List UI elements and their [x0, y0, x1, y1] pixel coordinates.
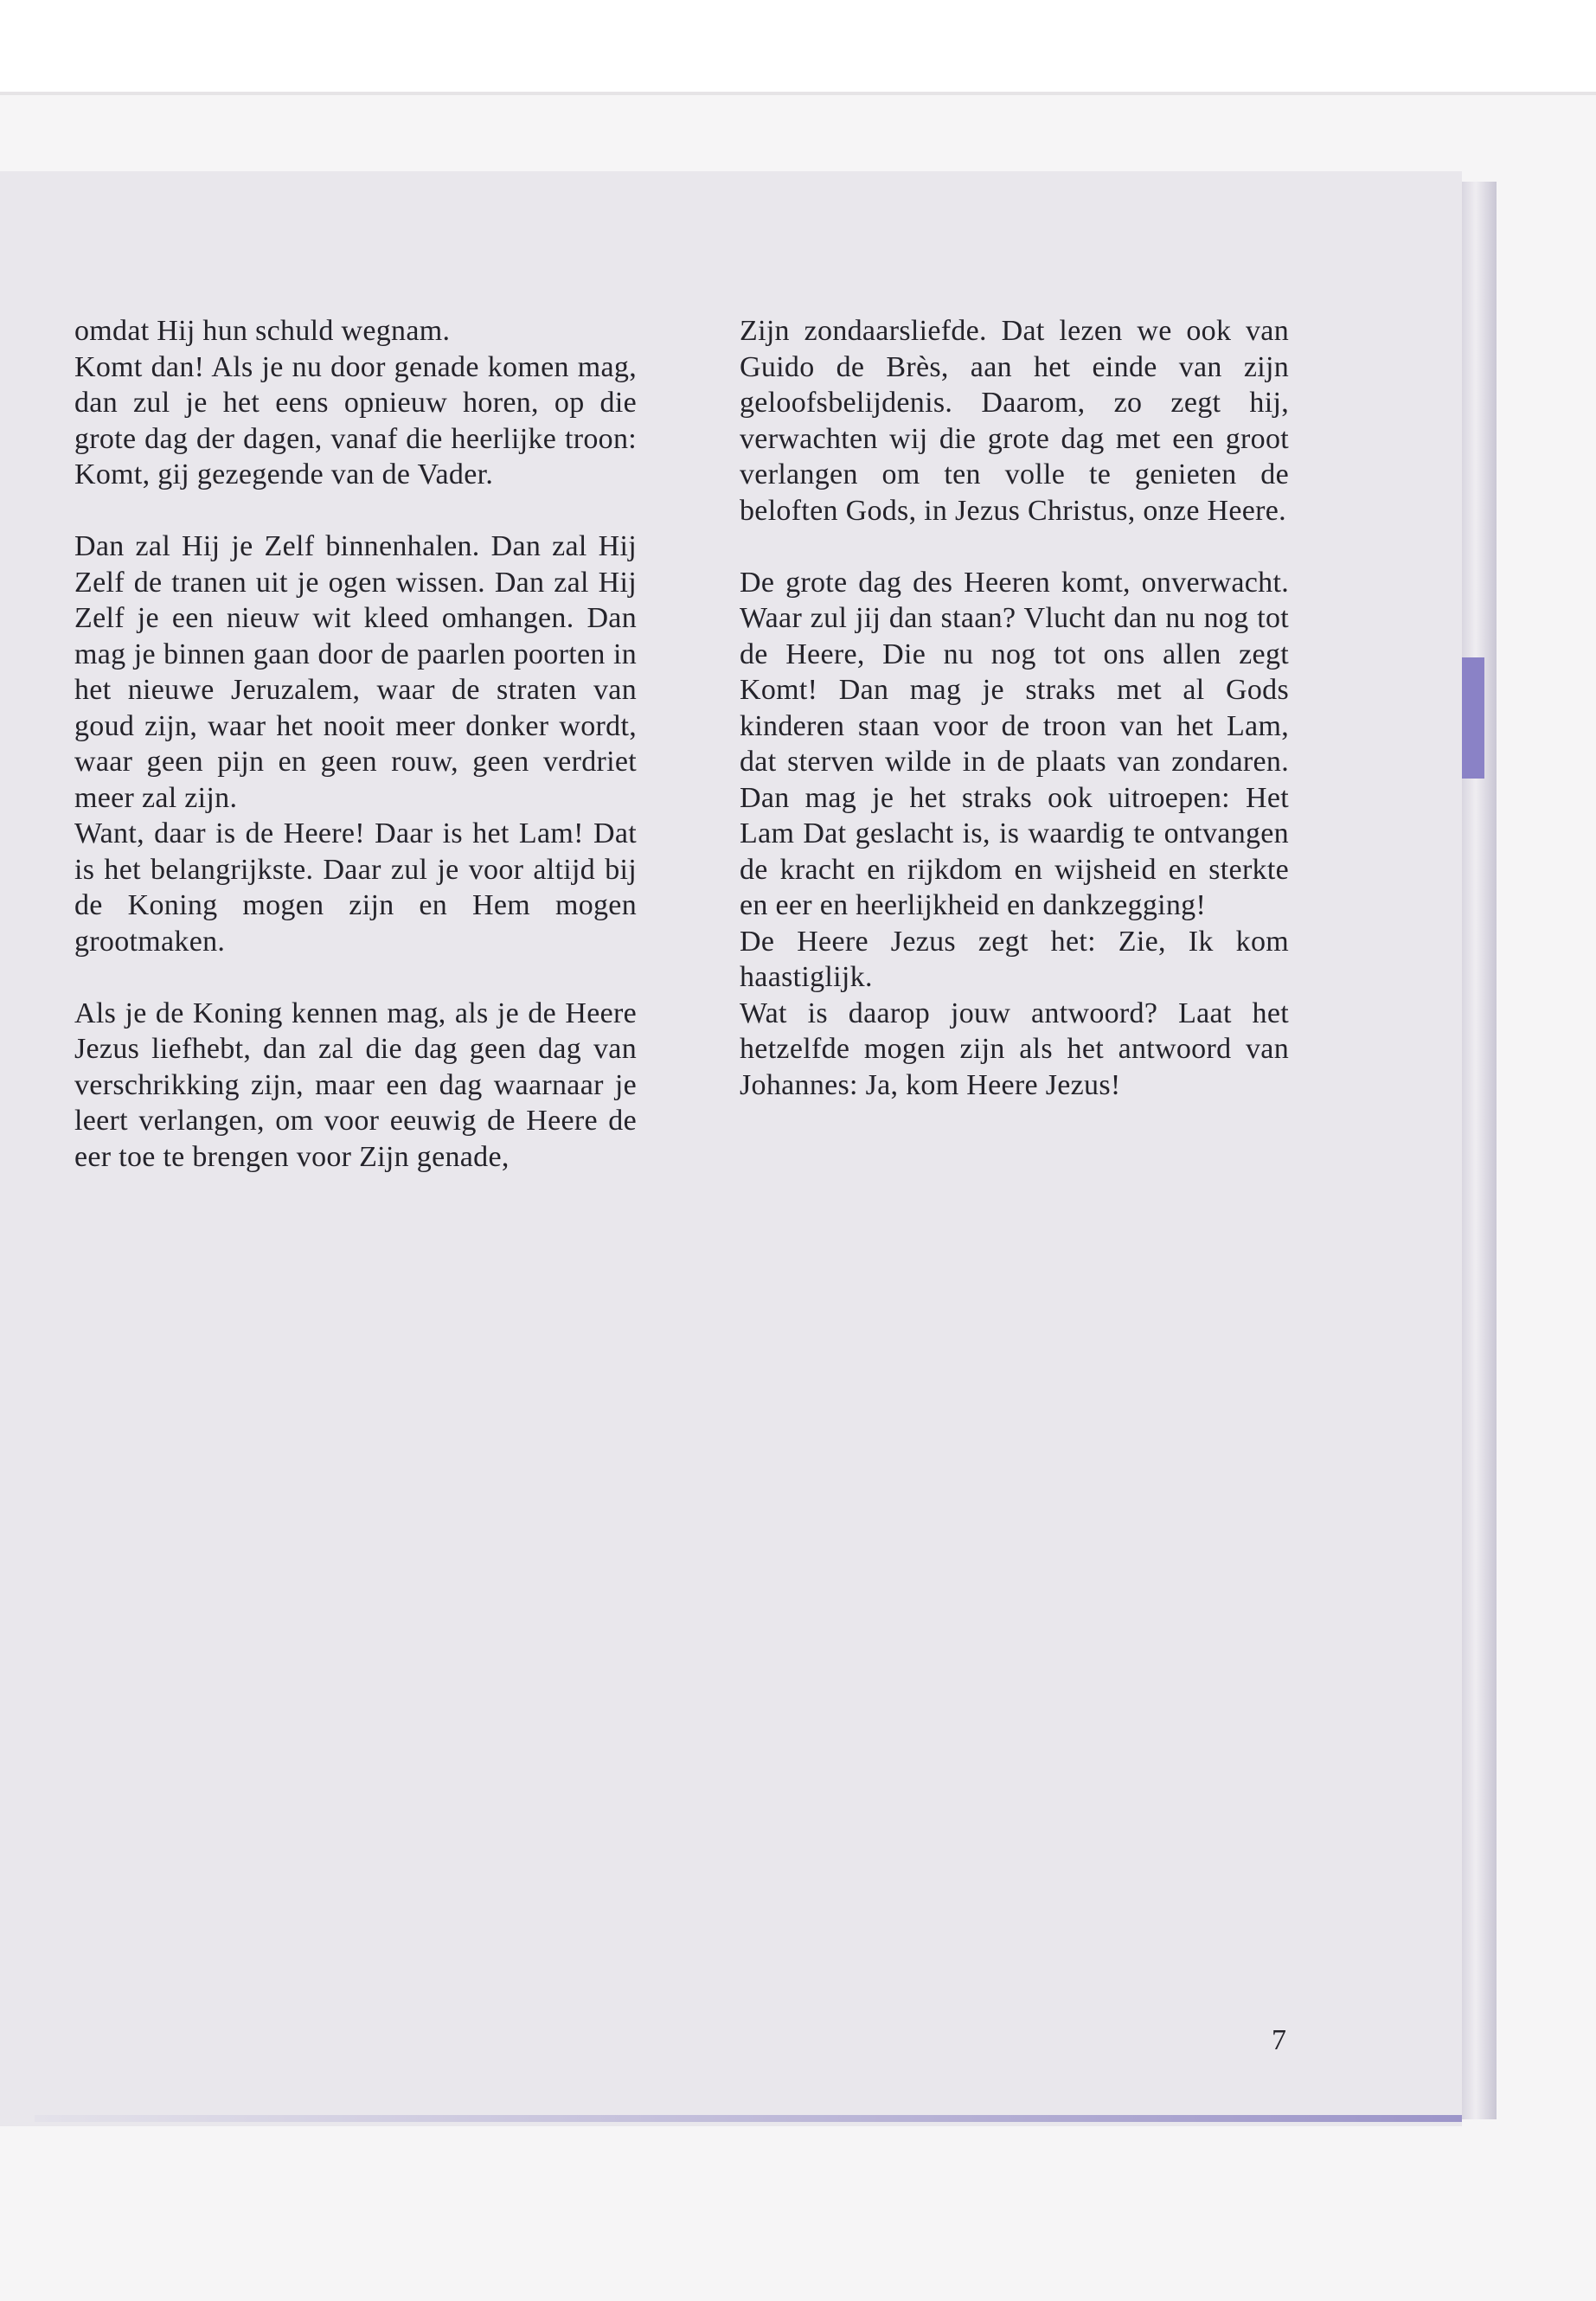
purple-edge-tab — [1462, 657, 1484, 779]
left-text-column — [74, 313, 637, 1211]
right-paragraph-3: De Heere Jezus zegt het: Zie, Ik kom haastiglijk. — [740, 925, 1289, 993]
left-paragraph-3: Als je de Koning kennen mag, als je de Heere Jezus liefhebt, dan zal die dag geen dag van verschrikking zijn, maar een dag waarnaar je leert verlangen, om voor eeuwig de Heere de eer toe te brengen voor Zijn genade, — [74, 997, 637, 1173]
page-number: 7 — [1272, 2024, 1286, 2056]
scan-margin-top — [0, 0, 1596, 93]
right-text-column — [740, 313, 1289, 1103]
scan-edge-line — [0, 92, 1596, 95]
right-paragraph-1: Zijn zondaarsliefde. Dat lezen we ook van Guido de Brès, aan het einde van zijn geloofsbelijdenis. Daarom, zo zegt hij, verwachten wij die grote dag met een groot verlangen om ten volle te genieten de beloften Gods, in Jezus Christus, onze Heere. — [740, 315, 1289, 527]
page-bottom-strip — [35, 2115, 1462, 2122]
left-paragraph-1: omdat Hij hun schuld wegnam. Komt dan! Als je nu door genade komen mag, dan zul je het eens opnieuw horen, op die grote dag der dagen, vanaf die heerlijke troon: Komt, gij gezegende van de Vader. — [74, 315, 637, 490]
right-paragraph-4: Wat is daarop jouw antwoord? Laat het hetzelfde mogen zijn als het antwoord van Johannes: Ja, kom Heere Jezus! — [740, 997, 1289, 1101]
right-paragraph-2: De grote dag des Heeren komt, onverwacht. Waar zul jij dan staan? Vlucht dan nu nog tot de Heere, Die nu nog tot ons allen zegt Komt! Dan mag je straks met al Gods kinderen staan voor de troon van het Lam, dat sterven wilde in de plaats van zondaren. Dan mag je het straks ook uitroepen: Het Lam Dat geslacht is, is waardig te ontvangen de kracht en rijkdom en wijsheid en sterkte en eer en heerlijkheid en dankzegging! — [740, 566, 1289, 921]
page-edge-stack — [1462, 182, 1497, 2119]
left-paragraph-2: Dan zal Hij je Zelf binnenhalen. Dan zal Hij Zelf de tranen uit je ogen wissen. Dan zal Hij Zelf je een nieuw wit kleed omhangen. Dan mag je binnen gaan door de paarlen poorten in het nieuwe Jeruzalem, waar de straten van goud zijn, waar het nooit meer donker wordt, waar geen pijn en geen rouw, geen verdriet meer zal zijn. Want, daar is de Heere! Daar is het Lam! Dat is het belangrijkste. Daar zul je voor altijd bij de Koning mogen zijn en Hem mogen grootmaken. — [74, 530, 637, 958]
